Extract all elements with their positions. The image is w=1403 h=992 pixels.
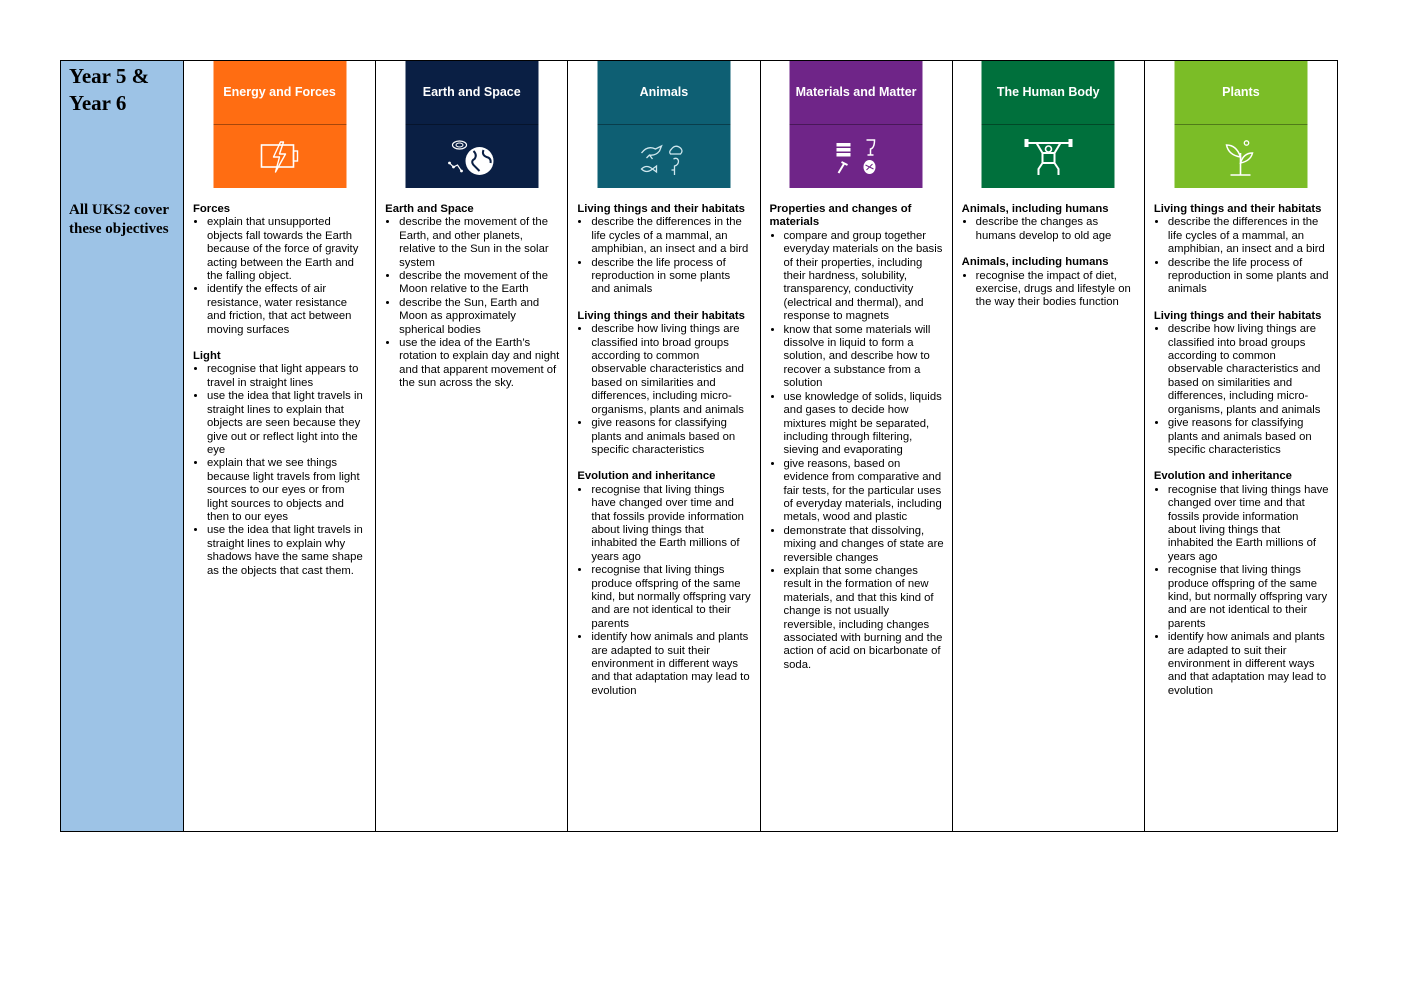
- objective-item: • use knowledge of solids, liquids and gases to decide how mixtures might be separated, including through filtering, sieving and evaporating: [784, 391, 944, 458]
- subject-tile-title: Earth and Space: [405, 61, 538, 125]
- objective-section: [962, 256, 1136, 310]
- section-title: Earth and Space: [385, 203, 474, 215]
- year-label-column: [61, 61, 184, 831]
- objective-item: • use the idea of the Earth’s rotation to explain day and night and that apparent movement of the sun across the sky.: [399, 337, 559, 391]
- objective-item: • give reasons for classifying plants and animals based on specific characteristics: [591, 417, 751, 457]
- objectives: [770, 203, 944, 672]
- objective-section: [577, 203, 751, 297]
- objective-item: • give reasons for classifying plants and animals based on specific characteristics: [1168, 417, 1329, 457]
- section-title: Living things and their habitats: [1153, 203, 1322, 215]
- objective-item: • explain that some changes result in the formation of new materials, and that this kind of change is not usually reversible, including changes associated with burning and the action of acid on bicarbonate of soda.: [784, 565, 944, 672]
- objectives: [577, 203, 751, 698]
- objective-item: • describe how living things are classified into broad groups according to common observable characteristics and based on similarities and differences, including micro-organisms, plants and animals: [591, 323, 751, 417]
- objective-item: • recognise that living things produce offspring of the same kind, but normally offspring vary and are not identical to their parents: [1168, 564, 1329, 631]
- objective-item: • demonstrate that dissolving, mixing and changes of state are reversible changes: [784, 525, 944, 565]
- subject-tile-title: Energy and Forces: [213, 61, 346, 125]
- objective-list: [1154, 484, 1329, 699]
- objectives: [193, 203, 367, 578]
- objective-item: • describe the changes as humans develop to old age: [976, 216, 1136, 243]
- objective-list: [770, 230, 944, 672]
- globe-galaxy-icon: [405, 125, 538, 188]
- objective-section: [193, 203, 367, 337]
- subject-tile-title: The Human Body: [982, 61, 1115, 125]
- objectives: [962, 203, 1136, 310]
- objective-list: [962, 216, 1136, 243]
- objective-list: [1154, 216, 1329, 296]
- objective-item: • recognise that living things have changed over time and that fossils provide information about living things that inhabited the Earth millions of years ago: [591, 484, 751, 564]
- objective-item: • give reasons, based on evidence from comparative and fair tests, for the particular uses of everyday materials, including metals, wood and plastic: [784, 458, 944, 525]
- objective-item: • describe the differences in the life cycles of a mammal, an amphibian, an insect and a bird: [591, 216, 751, 256]
- objective-item: • recognise the impact of diet, exercise, drugs and lifestyle on the way their bodies function: [976, 270, 1136, 310]
- weightlifter-icon: [982, 125, 1115, 188]
- section-title: Properties and changes of materials: [769, 203, 912, 229]
- section-title: Evolution and inheritance: [1153, 470, 1292, 483]
- objective-item: • describe the movement of the Moon relative to the Earth: [399, 270, 559, 297]
- section-title: Living things and their habitats: [1153, 309, 1322, 322]
- objective-section: [193, 350, 367, 578]
- subject-tile: [1174, 61, 1307, 188]
- objective-item: • explain that we see things because light travels from light sources to our eyes or from light sources to objects and then to our eyes: [207, 457, 367, 524]
- objective-item: • recognise that light appears to travel in straight lines: [207, 363, 367, 390]
- subject-tile-title: Plants: [1174, 61, 1307, 125]
- objective-item: • recognise that living things produce offspring of the same kind, but normally offspring vary and are not identical to their parents: [591, 564, 751, 631]
- objective-item: • identify how animals and plants are adapted to suit their environment in different ways and that adaptation may lead to evolution: [591, 631, 751, 698]
- objective-list: [577, 484, 751, 699]
- subject-column: [376, 61, 568, 831]
- section-title: Animals, including humans: [961, 203, 1109, 215]
- objective-section: [1154, 203, 1329, 297]
- section-title: Forces: [193, 203, 231, 215]
- objective-item: • describe the life process of reproduction in some plants and animals: [1168, 257, 1329, 297]
- objective-item: • use the idea that light travels in straight lines to explain why shadows have the same shape as the objects that cast them.: [207, 524, 367, 578]
- objective-list: [193, 363, 367, 578]
- objective-item: • compare and group together everyday materials on the basis of their properties, including their hardness, solubility, transparency, conductivity (electrical and thermal), and response to magnets: [784, 230, 944, 324]
- objective-section: [962, 203, 1136, 243]
- subject-column: [184, 61, 376, 831]
- objective-item: • know that some materials will dissolve in liquid to form a solution, and describe how to recover a substance from a solution: [784, 324, 944, 391]
- objective-item: • describe the life process of reproduction in some plants and animals: [591, 257, 751, 297]
- subject-column: [761, 61, 953, 831]
- objective-item: • identify the effects of air resistance, water resistance and friction, that act between moving surfaces: [207, 283, 367, 337]
- objective-item: • describe the Sun, Earth and Moon as approximately spherical bodies: [399, 297, 559, 337]
- objective-item: • use the idea that light travels in straight lines to explain that objects are seen because they give out or reflect light into the eye: [207, 390, 367, 457]
- objective-section: [1154, 310, 1329, 457]
- section-title: Animals, including humans: [961, 256, 1109, 269]
- objective-item: • describe the movement of the Earth, and other planets, relative to the Sun in the solar system: [399, 216, 559, 270]
- objective-list: [1154, 323, 1329, 457]
- section-title: Evolution and inheritance: [577, 470, 716, 483]
- objective-section: [577, 310, 751, 457]
- animals-icon: [597, 125, 730, 188]
- objective-item: • explain that unsupported objects fall towards the Earth because of the force of gravity acting between the Earth and the falling object.: [207, 216, 367, 283]
- objective-list: [962, 270, 1136, 310]
- battery-charge-icon: [213, 125, 346, 188]
- objective-list: [577, 216, 751, 296]
- objective-section: [1154, 470, 1329, 698]
- uks2-note: All UKS2 cover these objectives: [69, 202, 169, 237]
- section-title: Living things and their habitats: [577, 309, 745, 322]
- objective-list: [193, 216, 367, 337]
- objective-list: [577, 323, 751, 457]
- seedling-icon: [1174, 125, 1307, 188]
- subject-tile: [982, 61, 1115, 188]
- objective-item: • describe the differences in the life cycles of a mammal, an amphibian, an insect and a bird: [1168, 216, 1329, 256]
- subject-column: [568, 61, 760, 831]
- subject-tile-title: Materials and Matter: [790, 61, 923, 125]
- subject-tile: [405, 61, 538, 188]
- subject-tile: [597, 61, 730, 188]
- subject-tile: [790, 61, 923, 188]
- section-title: Light: [193, 350, 221, 363]
- subject-tile: [213, 61, 346, 188]
- objectives: [1154, 203, 1329, 698]
- section-title: Living things and their habitats: [577, 203, 745, 215]
- objective-section: [385, 203, 559, 391]
- objective-section: [577, 470, 751, 698]
- objective-item: • identify how animals and plants are adapted to suit their environment in different ways and that adaptation may lead to evolution: [1168, 631, 1329, 698]
- materials-icon: [790, 125, 923, 188]
- objective-item: • recognise that living things have changed over time and that fossils provide information about living things that inhabited the Earth millions of years ago: [1168, 484, 1329, 564]
- subject-column: [953, 61, 1145, 831]
- subject-column: [1145, 61, 1337, 831]
- year-title: Year 5 & Year 6: [69, 64, 150, 115]
- objective-item: • describe how living things are classified into broad groups according to common observable characteristics and based on similarities and differences, including micro-organisms, plants and animals: [1168, 323, 1329, 417]
- objectives: [385, 203, 559, 391]
- objective-list: [385, 216, 559, 390]
- objective-section: [770, 203, 944, 672]
- subject-tile-title: Animals: [597, 61, 730, 125]
- curriculum-table: [60, 60, 1338, 832]
